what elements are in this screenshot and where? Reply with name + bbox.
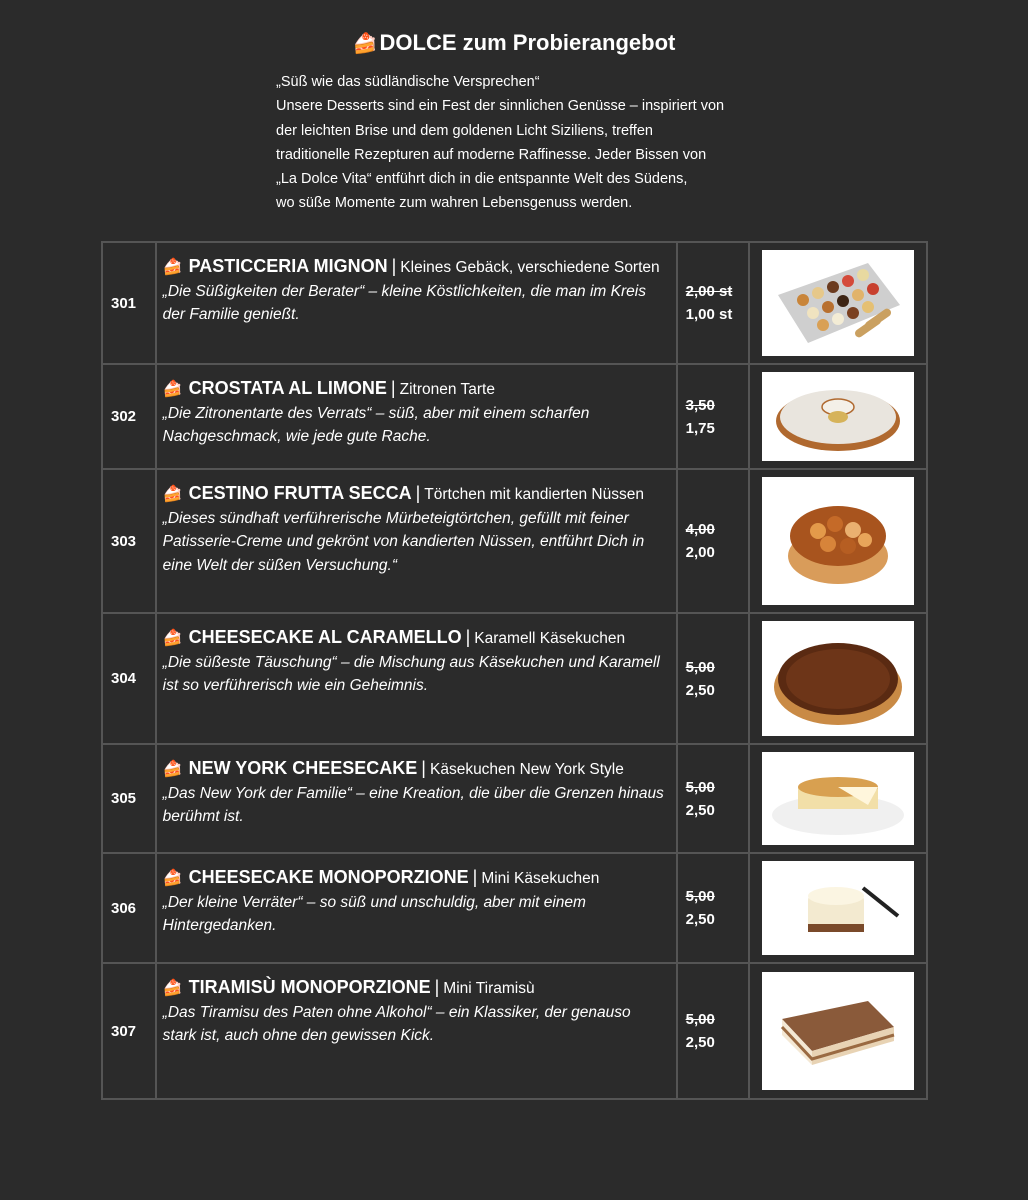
nut-tartlet-image [762,477,914,605]
item-image-cell [749,242,927,364]
item-image-cell [749,744,927,853]
item-description [156,963,677,1099]
item-price [677,242,749,364]
cake-slice-icon: 🍰 [162,980,183,997]
intro-line: Unsere Desserts sind ein Fest der sinnlichen Genüsse – inspiriert von [276,98,725,115]
item-name: CHEESECAKE AL CARAMELLO [188,627,462,647]
table-row [102,853,927,963]
table-row [102,613,927,744]
cake-slice-icon: 🍰 [162,761,183,778]
item-description [156,744,677,853]
item-quote: „Die Süßigkeiten der Berater“ – kleine Köstlichkeiten, die man im Kreis der Familie genießt. [162,282,646,323]
new-price: 2,00 [685,544,715,561]
intro-line: traditionelle Rezepturen auf moderne Raffinesse. Jeder Bissen von [276,146,707,163]
item-price [677,613,749,744]
item-description [156,469,677,613]
item-name: CESTINO FRUTTA SECCA [188,483,412,503]
item-name: PASTICCERIA MIGNON [188,256,388,276]
item-number: 305 [102,744,156,853]
menu-header [0,30,1028,212]
item-separator: | [391,256,397,276]
table-row [102,963,927,1099]
cake-slice-icon: 🍰 [162,486,183,503]
intro-line: „Süß wie das südländische Versprechen“ [276,74,540,90]
item-separator: | [390,378,396,398]
cake-slice-icon: 🍰 [352,33,378,55]
old-price: 5,00 [685,658,715,676]
item-image-cell [749,853,927,963]
page-title: 🍰DOLCE zum Probierangebot [352,30,676,55]
table-row [102,744,927,853]
mini-cheesecake-image [762,861,914,955]
item-description [156,364,677,469]
item-subtitle: Karamell Käsekuchen [474,630,626,647]
item-description [156,853,677,963]
item-number: 304 [102,613,156,744]
old-price: 5,00 [685,778,715,796]
intro-line: wo süße Momente zum wahren Lebensgenuss werden. [276,195,633,212]
item-name: CHEESECAKE MONOPORZIONE [188,867,469,887]
tiramisu-image [762,972,914,1090]
caramel-cheesecake-image [762,621,914,736]
item-number: 302 [102,364,156,469]
item-separator: | [415,483,421,503]
lemon-tart-image [762,372,914,461]
item-image-cell [749,469,927,613]
cake-slice-icon: 🍰 [162,630,183,647]
item-quote: „Die Zitronentarte des Verrats“ – süß, aber mit einem scharfen Nachgeschmack, wie jede gute Rache. [162,404,590,445]
item-quote: „Das New York der Familie“ – eine Kreation, die über die Grenzen hinaus berühmt ist. [162,784,664,825]
item-number: 306 [102,853,156,963]
old-price: 4,00 [685,521,715,538]
intro-line: „La Dolce Vita“ entführt dich in die entspannte Welt des Südens, [276,171,688,188]
item-price [677,853,749,963]
item-name: NEW YORK CHEESECAKE [188,758,418,778]
item-price [677,744,749,853]
item-subtitle: Törtchen mit kandierten Nüssen [424,486,644,503]
item-name: TIRAMISÙ MONOPORZIONE [188,977,431,997]
dessert-menu-table [101,241,928,1100]
item-price [677,469,749,613]
intro-text [276,70,756,216]
new-price: 1,00 st [685,306,733,323]
item-number: 307 [102,963,156,1099]
item-price [677,963,749,1099]
item-separator: | [421,758,426,778]
item-description [156,242,677,364]
item-number: 303 [102,469,156,613]
cake-slice-icon: 🍰 [162,870,183,887]
pastry-tray-image [762,250,914,356]
table-row [102,364,927,469]
item-quote: „Das Tiramisu des Paten ohne Alkohol“ – ein Klassiker, der genauso stark ist, auch ohne den gewissen Kick. [162,1003,631,1044]
item-subtitle: Kleines Gebäck, verschiedene Sorten [400,259,660,276]
item-quote: „Der kleine Verräter“ – so süß und unschuldig, aber mit einem Hintergedanken. [162,893,586,934]
table-row [102,469,927,613]
old-price: 2,00 st [685,283,733,300]
item-name: CROSTATA AL LIMONE [188,378,387,398]
cake-slice-icon: 🍰 [162,259,183,276]
old-price: 3,50 [685,396,715,414]
item-quote: „Die süßeste Täuschung“ – die Mischung aus Käsekuchen und Karamell ist so verführerisch wie ein Geheimnis. [162,653,660,694]
item-number: 301 [102,242,156,364]
item-separator: | [465,627,471,647]
item-description [156,613,677,744]
item-image-cell [749,364,927,469]
item-image-cell [749,613,927,744]
new-price: 2,50 [685,801,715,819]
intro-line: der leichten Brise und dem goldenen Licht Siziliens, treffen [276,122,653,139]
new-price: 2,50 [685,681,715,699]
item-separator: | [472,867,478,887]
ny-cheesecake-image [762,752,914,845]
old-price: 5,00 [685,1011,715,1028]
item-subtitle: Mini Käsekuchen [481,870,600,887]
cake-slice-icon: 🍰 [162,381,183,398]
item-quote: „Dieses sündhaft verführerische Mürbeteigtörtchen, gefüllt mit feiner Patisserie-Creme und gekrönt von kandierten Nüssen, entführt Dich in eine Welt der süßen Versuchung.“ [162,509,645,574]
new-price: 2,50 [685,1034,715,1051]
old-price: 5,00 [685,888,715,905]
item-subtitle: Zitronen Tarte [399,381,495,398]
new-price: 2,50 [685,911,715,928]
new-price: 1,75 [685,419,715,437]
item-separator: | [434,977,440,997]
item-subtitle: Mini Tiramisù [443,980,535,997]
item-subtitle: Käsekuchen New York Style [429,761,624,778]
item-price [677,364,749,469]
table-row [102,242,927,364]
item-image-cell [749,963,927,1099]
